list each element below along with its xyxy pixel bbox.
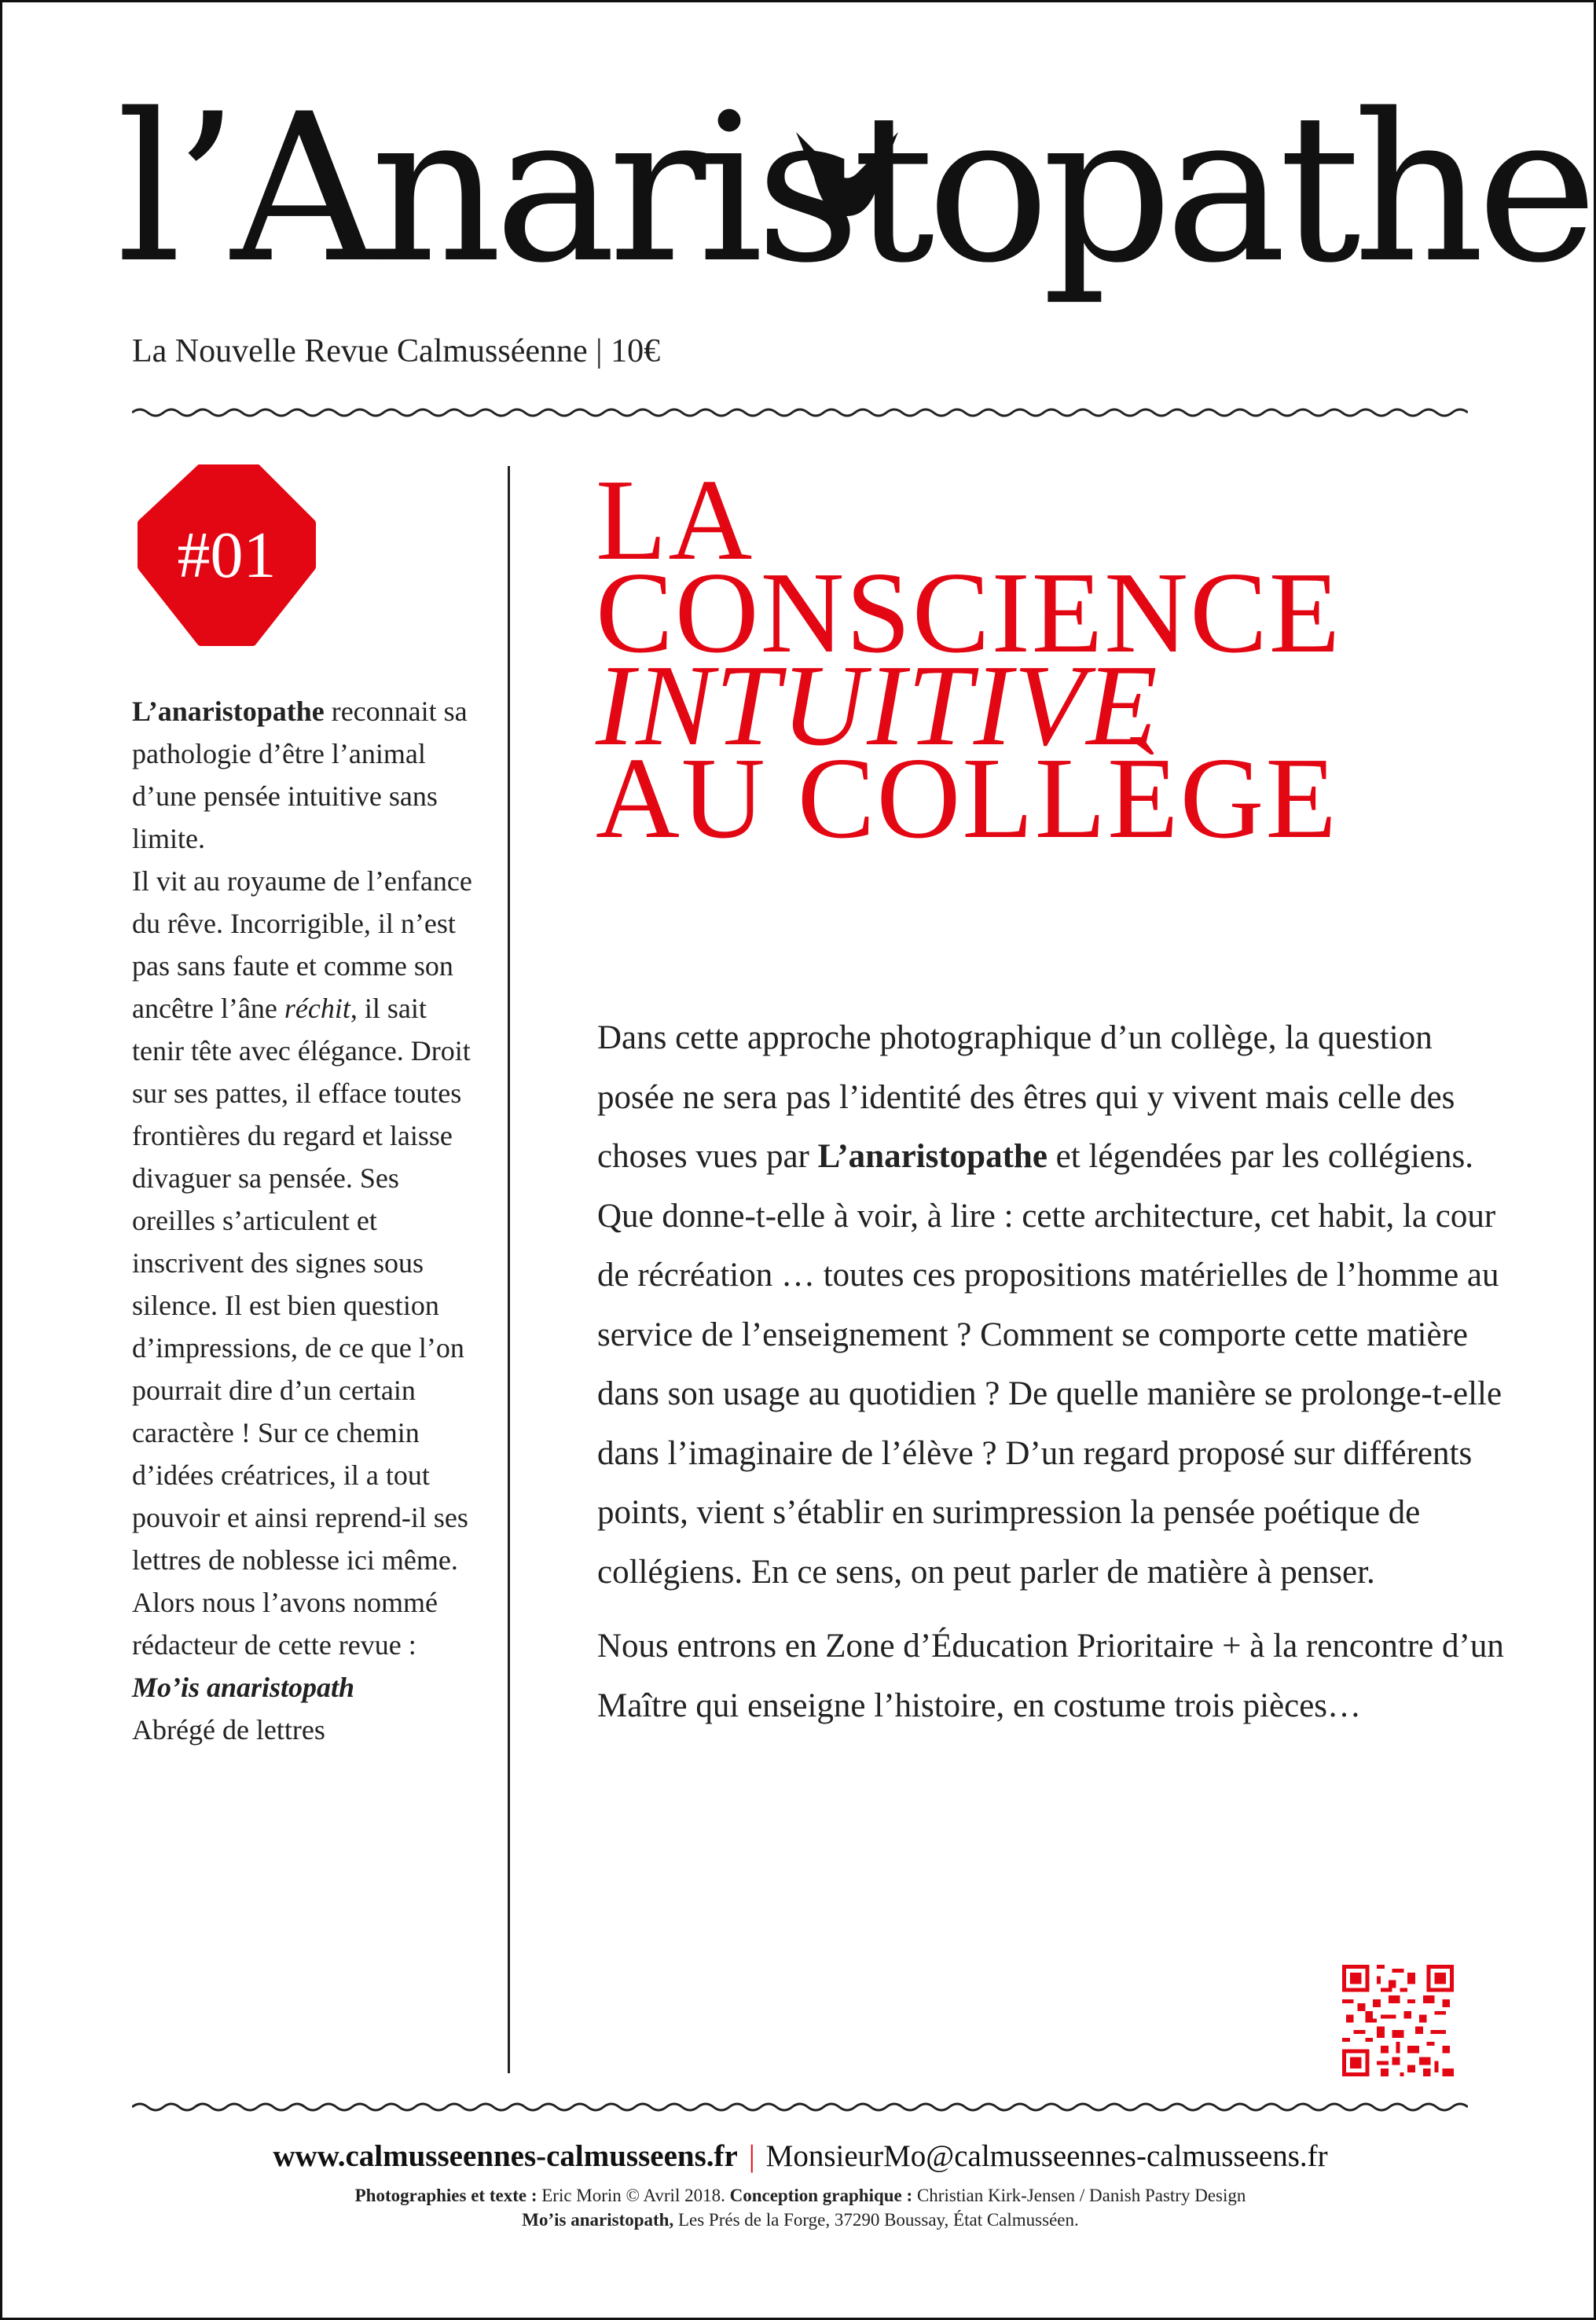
footer-separator: | bbox=[748, 2139, 755, 2173]
donkey-ears-icon bbox=[792, 128, 902, 222]
footer-links bbox=[2, 2138, 1596, 2174]
subtitle-text: La Nouvelle Revue Calmusséenne bbox=[132, 333, 588, 369]
price: 10€ bbox=[611, 333, 661, 369]
credits bbox=[2, 2183, 1596, 2232]
body-paragraph-1 bbox=[597, 1008, 1509, 1602]
column-divider bbox=[508, 466, 510, 2073]
para1-bold: L’anaristopathe bbox=[817, 1138, 1047, 1175]
address-label: Mo’is anaristopath, bbox=[522, 2210, 674, 2230]
credit-text-photos: Eric Morin © Avril 2018. bbox=[537, 2186, 730, 2205]
subtitle-divider: | bbox=[596, 333, 611, 369]
sidebar-text bbox=[132, 690, 478, 1751]
credit-label-photos: Photographies et texte : bbox=[354, 2186, 538, 2205]
masthead-subtitle bbox=[132, 332, 660, 370]
para1-before: Dans cette approche photographique d’un collège, la question posée ne sera pas l’identité des êtres qui y vivent mais celle des choses vues par bbox=[597, 1019, 1455, 1175]
headline-line-1: LA bbox=[596, 456, 754, 585]
sidebar-paragraph bbox=[132, 690, 478, 860]
masthead-title: l’Anaristopathe bbox=[116, 71, 1590, 308]
website-link[interactable]: www.calmusseennes-calmusseens.fr bbox=[273, 2139, 738, 2173]
credits-line-1 bbox=[2, 2183, 1596, 2208]
sidebar-signature-role: Abrégé de lettres bbox=[132, 1714, 325, 1746]
body-paragraph-2: Nous entrons en Zone d’Éducation Prioritaire + à la rencontre d’un Maître qui enseigne l’histoire, en costume trois pièces… bbox=[597, 1628, 1504, 1724]
headline-line-4: AU COLLÈGE bbox=[596, 734, 1338, 863]
sidebar-signature: Mo’is anaristopath bbox=[132, 1672, 355, 1703]
credits-line-2 bbox=[2, 2208, 1596, 2232]
email-link[interactable]: MonsieurMo@calmusseennes-calmusseens.fr bbox=[765, 2139, 1328, 2173]
sidebar-paragraph-2 bbox=[132, 860, 478, 1666]
body-text bbox=[597, 1008, 1509, 1735]
credit-text-design: Christian Kirk-Jensen / Danish Pastry Design bbox=[912, 2186, 1246, 2205]
bottom-wavy-divider bbox=[132, 2099, 1468, 2115]
qr-code-icon bbox=[1342, 1965, 1454, 2076]
headline bbox=[596, 456, 1523, 863]
credit-label-design: Conception graphique : bbox=[729, 2186, 913, 2205]
sidebar-intro-bold: L’anaristopathe bbox=[132, 696, 325, 727]
headline-line-2: CONSCIENCE bbox=[596, 549, 1342, 677]
issue-number: #01 bbox=[177, 519, 277, 592]
sidebar-text2-after: , il sait tenir tête avec élégance. Droit sur ses pattes, il efface toutes frontières du regard et laisse divaguer sa pensée. Ses oreilles s’articulent et inscrivent des signes sous silence. Il est bien question d’impressions, de ce que l’on pourrait dire d’un certain caractère ! Sur ce chemin d’idées créatrices, il a tout pouvoir et ainsi reprend-il ses lettres de noblesse ici même. Alors nous l’avons nommé rédacteur de cette revue : bbox=[132, 993, 471, 1661]
sidebar-text2-before: Il vit au royaume de l’enfance du rêve. Incorrigible, il n’est pas sans faute et comme son ancêtre l’âne bbox=[132, 865, 472, 1024]
headline-line-3: INTUITIVE bbox=[596, 641, 1159, 770]
address-text: Les Prés de la Forge, 37290 Boussay, État Calmusséen. bbox=[673, 2210, 1079, 2230]
sidebar-text1: reconnait sa pathologie d’être l’animal d’une pensée intuitive sans limite. bbox=[132, 696, 468, 854]
top-wavy-divider bbox=[132, 405, 1468, 420]
sidebar-text2-italic: réchit bbox=[284, 993, 350, 1024]
para1-after: et légendées par les collégiens. Que donne-t-elle à voir, à lire : cette architecture, cet habit, la cour de récréation … toutes ces propositions matérielles de l’homme au service de l’enseignement ? Comment se comporte cette matière dans son usage au quotidien ? De quelle manière se prolonge-t-elle dans l’imaginaire de l’élève ? D’un regard proposé sur différents points, vient s’établir en surimpression la pensée poétique de collégiens. En ce sens, on peut parler de matière à penser. bbox=[597, 1138, 1502, 1591]
